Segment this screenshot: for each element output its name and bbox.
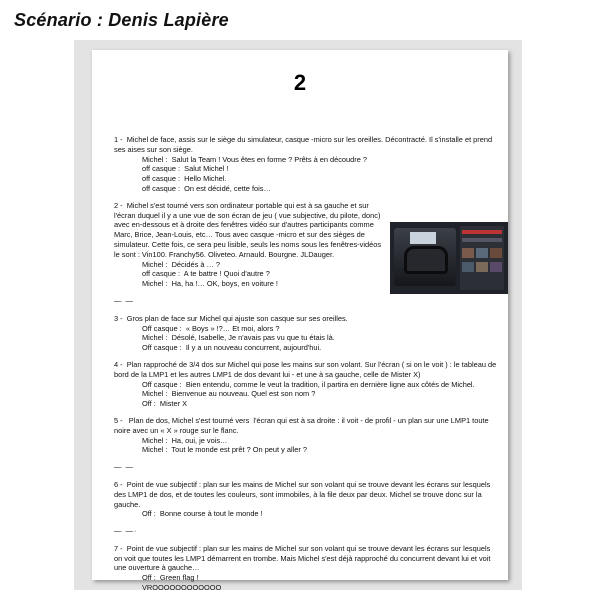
scene-description: 3 - Gros plan de face sur Michel qui ajuste son casque sur ses oreilles. — [114, 313, 348, 323]
scene-description: 2 - Michel s'est tourné vers son ordinateur portable qui est à sa gauche et sur l'écran duquel il y a une vue de son écran de jeu ( vue subjective, du pilote, donc) avec en-dessous et à droite des fenêtres vidéo sur d'autres participants comme Marc, Brice, Jean-Louis, etc… Tous avec casque -micro et sur des sièges de simulateur. Cette fois, ce sera peu lisible, seuls les noms sous les fenêtres-vidéos le sont : Vin100. Franchy56. Oliveteo. Arnauld. Bourgne. JLDauger. — [114, 200, 384, 259]
dialogue-line: Michel : Ha, ha !… OK, boys, en voiture ! — [142, 279, 278, 289]
scene-block — [114, 480, 498, 519]
scene-description: 5 - Plan de dos, Michel s'est tourné vers l'écran qui est à sa droite : il voit - de profil - un plan sur une LMP1 toute noire avec un « X » rouge sur le flanc. — [114, 415, 491, 435]
dialogue-line: VROOOOOOOOOOOO — [142, 583, 222, 593]
scene-block — [114, 416, 498, 455]
scene-block — [114, 201, 386, 289]
dialogue-line: Off casque : Bien entendu, comme le veut la tradition, il partira en dernière ligne aux côtés de Michel. — [142, 379, 475, 389]
script-page — [92, 50, 508, 593]
dialogue-line: Michel : Salut la Team ! Vous êtes en forme ? Prêts à en découdre ? — [142, 154, 367, 164]
script-body — [114, 135, 498, 600]
scene-separator: — — — [114, 295, 134, 305]
scene-description: 1 - Michel de face, assis sur le siège du simulateur, casque -micro sur les oreilles. Décontracté. Il s'installe et prend ses aises sur son siège. — [114, 135, 495, 154]
scene-description: 6 - Point de vue subjectif : plan sur les mains de Michel sur son volant qui se trouve devant les écrans sur lesquels des LMP1 de dos, et de toutes les couleurs, sont immobiles, à la file deux par deux. Michel se trouve donc sur la gauche. — [114, 479, 493, 509]
dialogue-line: Michel : Tout le monde est prêt ? On peut y aller ? — [142, 445, 308, 455]
page-number: 2 — [293, 70, 307, 95]
scene-description: 7 - Point de vue subjectif : plan sur les mains de Michel sur son volant qui se trouve devant les écrans sur lesquels on voit que toutes les LMP1 démarrent en trombe. Mais Michel s'est déjà rapproché du concurrent devant lui et voit une ouverture à gauche… — [114, 543, 493, 573]
dialogue-line: Off : Mister X — [142, 399, 188, 409]
scene-description: 4 - Plan rapproché de 3/4 dos sur Michel qui pose les mains sur son volant. Sur l'écran ( si on le voit ) : le tableau de bord de la LMP1 et les autres LMP1 de dos devant lui - et une à sa gauche, celle de Mister X) — [114, 359, 499, 379]
scene-block — [114, 360, 498, 409]
dialogue-line: Michel : Décidés à … ? — [142, 259, 221, 269]
scene-block — [114, 544, 498, 593]
dialogue-line: Off casque : « Boys » !?… Et moi, alors ? — [142, 323, 280, 333]
scene-separator: — — — [114, 462, 134, 472]
dialogue-line: Off : Bonne course à tout le monde ! — [142, 509, 263, 519]
dialogue-line: Off : Green flag ! — [142, 573, 199, 583]
scene-block — [114, 314, 498, 353]
dialogue-line: off casque : Salut Michel ! — [142, 164, 229, 174]
dialogue-line: Michel : Bienvenue au nouveau. Quel est son nom ? — [142, 389, 316, 399]
dialogue-line: Michel : Ha, oui, je vois… — [142, 435, 228, 445]
document-title: Scénario : Denis Lapière — [14, 10, 229, 30]
dialogue-line: off casque : A te battre ! Quoi d'autre ? — [142, 269, 270, 279]
dialogue-line: Michel : Désolé, Isabelle, Je n'avais pas vu que tu étais là. — [142, 333, 335, 343]
scene-block — [114, 135, 498, 194]
dialogue-line: off casque : On est décidé, cette fois… — [142, 183, 271, 193]
dialogue-line: off casque : Hello Michel. — [142, 174, 227, 184]
scene-separator: — —· — [114, 526, 138, 536]
dialogue-line: Off casque : Il y a un nouveau concurrent, aujourd'hui. — [142, 343, 322, 353]
